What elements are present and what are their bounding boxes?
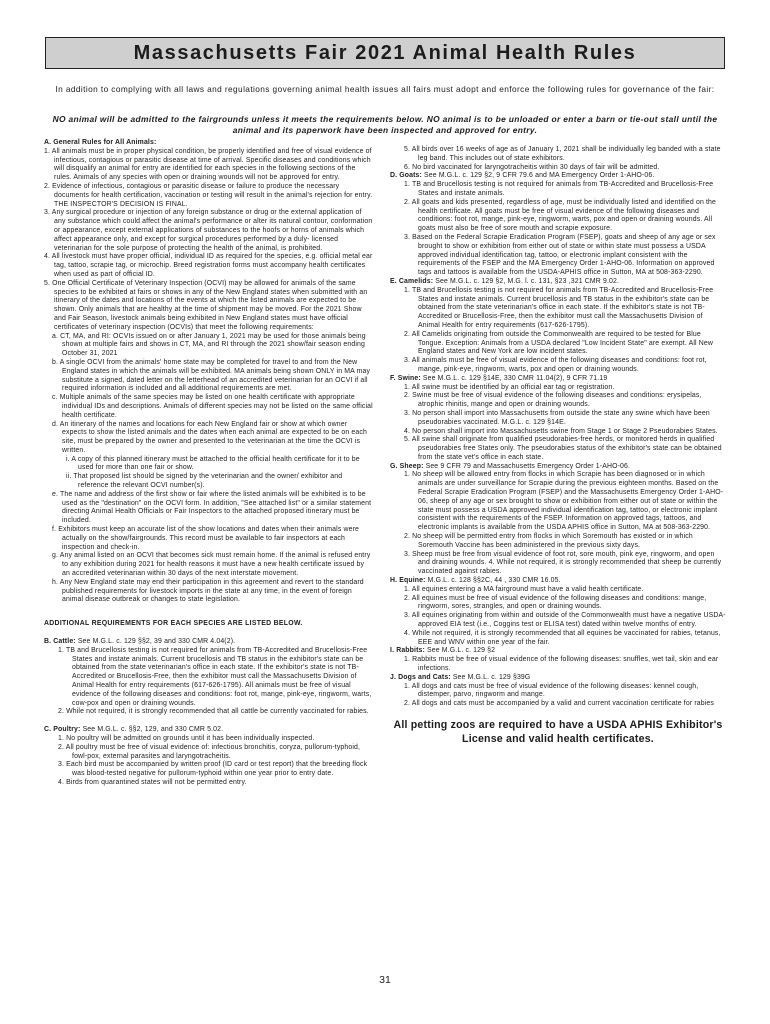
rule-item: 2. All equines must be free of visual evidence of the following diseases and conditions: mange, ringworm, sores, strangles, and open or draining wounds. xyxy=(404,594,707,611)
rule-item: 1. TB and Brucellosis testing is not required for animals from TB-Accredited and Brucellosis-Free States and instate animals. xyxy=(404,181,714,197)
rule-item: 5. One Official Certificate of Veterinary Inspection (OCVI) may be allowed for animals of the same species to be exhibited at fairs or shows in any of the New England states when submitted with an itinerary of the dates and locations of the events at which the listed animals are expected to be shown. Only animals that are healthy at the time of shipment may be moved. For the 2021 Show and Fair Season, livestock animals being exhibited in New England states must have official certificates of veterinary inspection (OCVIs) that meet the following requirements: xyxy=(44,279,368,331)
rule-item: 5. All swine shall originate from qualified pseudorabies-free herds, or monitored herds in qualified pseudorabies free States only. The pseudorabies status of the exhibitor's state can be obtained from the state vet's office in each state. xyxy=(404,436,722,461)
poultry-reference: See M.G.L. c. §§2, 129, and 330 CMR 5.02. xyxy=(80,726,224,734)
additional-requirements-heading: ADDITIONAL REQUIREMENTS FOR EACH SPECIES ARE LISTED BELOW. xyxy=(44,620,303,628)
section-heading-goats xyxy=(390,172,726,181)
rule-item: 3. Each bird must be accompanied by written proof (ID card or test report) that the breeding flock was blood-tested negative for pullorum-typhoid within one year prior to entry date. xyxy=(58,761,368,778)
rule-item: 2. All dogs and cats must be accompanied by a valid and current vaccination certificate for rabies xyxy=(404,700,715,708)
rule-item: 1. All swine must be identified by an official ear tag or registration. xyxy=(404,383,615,391)
sheep-label: G. Sheep: xyxy=(390,462,424,470)
camelids-reference: See M.G.L. c. 129 §2, M.G. l. c. 131, §23 ,321 CMR 9.02. xyxy=(433,277,620,285)
cattle-reference: See M.G.L. c. 129 §§2, 39 and 330 CMR 4.04(2). xyxy=(75,638,236,646)
petting-zoo-notice: All petting zoos are required to have a USDA APHIS Exhibitor's License and valid health certificates. xyxy=(393,719,723,745)
rule-item: 4. All livestock must have proper official, individual ID as required for the species, e.g. official metal ear tag, tattoo, scrapie tag, or microchip. Breed registration forms must accompany health certificates when used as part of official ID. xyxy=(44,253,373,278)
rule-item: 5. All birds over 16 weeks of age as of January 1, 2021 shall be individually leg banded with a state leg band. This includes out of state exhibitors. xyxy=(404,146,721,162)
sub-rule-item: a. CT, MA, and RI: OCVIs issued on or after January 1, 2021 may be used for those animals being shown at multiple fairs and shows in CT, MA, and RI through the 2021 show/fair season ending October 31, 2021 xyxy=(52,332,366,358)
rule-item: 1. All animals must be in proper physical condition, be properly identified and free of visual evidence of infectious, contagious or parasitic disease at time of arrival. Specific diseases and conditions which will disqualify an animal for entry are identified for each species in the following sections of the rules. Animals of any species with open or draining wounds will not be approved for entry. xyxy=(44,147,372,182)
rabbits-reference: See M.G.L. c. 129 §2 xyxy=(424,647,496,655)
swine-label: F. Swine: xyxy=(390,374,421,382)
rule-item: 2. No sheep will be permitted entry from flocks in which Soremouth has existed or in which Soremouth Vaccine has been administered in the previous sixty days. xyxy=(404,533,693,549)
rule-item: 1. All dogs and cats must be free of visual evidence of the following diseases: kennel cough, distemper, parvo, ringworm and mange. xyxy=(404,682,699,699)
section-heading-swine xyxy=(390,375,726,384)
sub-sub-rule-item: i. A copy of this planned itinerary must be attached to the official health certificate for it to be used for more than one fair or show. xyxy=(66,455,360,472)
left-column xyxy=(44,139,374,788)
rule-item: 6. No bird vaccinated for laryngotracheitis within 30 days of fair will be admitted. xyxy=(404,163,660,171)
swine-reference: See M.G.L. c. 129 §14E, 330 CMR 11.04(2), 9 CFR 71.19 xyxy=(420,374,608,382)
goats-reference: See M.G.L. c. 129 §2, 9 CFR 79.6 and MA Emergency Order 1-AHO-06. xyxy=(421,172,655,180)
rule-item: 3. All animals must be free of visual evidence of the following diseases and conditions: foot rot, mange, pink-eye, ringworm, warts, pox and open or draining wounds. xyxy=(404,357,707,373)
rule-item: 1. TB and Brucellosis testing is not required for animals from TB-Accredited and Brucellosis-Free States and instate animals. Current brucellosis and TB status in the exhibitor's state can be obtained from the state veterinarian's office in each state. If the exhibitor's state is not TB-Accredited or Brucellosis-Free, then the exhibitor must call the Massachusetts Division of Animal Health for entry requirements (617-626-1795). xyxy=(404,286,714,329)
rule-item: 1. TB and Brucellosis testing is not required for animals from TB-Accredited and Brucellosis-Free States and instate animals. Current brucellosis and TB status in the exhibitor's state can be obtained from the state veterinarian's office in each state. If the exhibitor's state is not TB-Accredited or Brucellosis-Free, then the exhibitor must call the Massachusetts Division of Animal Health for entry requirements (617-626-1795). All animals must be free of visual evidence of the following diseases and conditions: foot rot, mange, pink-eye, ringworm, warts, cow-pox and open or draining wounds. xyxy=(58,646,372,707)
equine-label: H. Equine: xyxy=(390,577,426,585)
camelids-label: E. Camelids: xyxy=(390,277,434,285)
rule-item: 1. No sheep will be allowed entry from flocks in which Scrapie has been diagnosed or in which animals are under surveillance for Scrapie during the previous eighteen months. Based on the Federal Scrapie Eradication Program (FSEP) and the Massachusetts Emergency Order 1-AHO-06, sheep of any age or sex brought to show or exhibition from either out of state or within the state must possess a USDA approved individual identification tag, tattoo, or electronic implant consistent with the requirements of the FSEP. Information on approved tags, tattoos, and electronic implants is available from the USDA APHIS office in Sutton, MA at 508-363-2290. xyxy=(404,471,724,532)
rule-item: 1. No poultry will be admitted on grounds until it has been individually inspected. xyxy=(58,735,315,742)
intro-paragraph: In addition to complying with all laws and regulations governing animal health issues all fairs must adopt and enforce the following rules for governance of the fair: xyxy=(55,84,715,94)
rule-item: 3. Sheep must be free from visual evidence of foot rot, sore mouth, pink eye, ringworm, and open and draining wounds. 4. While not required, it is strongly recommended that sheep be currently vaccinated against rabies. xyxy=(404,550,722,576)
section-heading-equine xyxy=(390,577,726,586)
sheep-reference: See 9 CFR 79 and Massachusetts Emergency Order 1-AHO-06. xyxy=(423,462,631,470)
rule-item: 2. All Camelids originating from outside the Commonwealth are required to be tested for Blue Tongue. Exception: Animals from a USDA declared "Low Incident State" are exempt. All New England states and New York are low incident states. xyxy=(404,330,714,356)
poultry-label: C. Poultry: xyxy=(44,726,81,734)
rule-item: 4. No person shall import into Massachusetts swine from Stage 1 or Stage 2 Pseudorabies States. xyxy=(404,427,718,435)
rule-item: 2. All goats and kids presented, regardless of age, must be individually listed and identified on the health certificate. All goats must be free of visual evidence of the following diseases and conditions: foot rot, mange, pink-eye, ringworm, warts, pox and open or draining wounds. All goats must also be free of sore mouth and scrapie exposure. xyxy=(404,198,717,233)
rule-item: 3. Based on the Federal Scrapie Eradication Program (FSEP), goats and sheep of any age or sex brought to show or exhibition from either out of state or within state must possess a USDA approved individual identification tag, tattoo, or electronic implant consistent with the requirements of the FSEP and the MA Emergency Order 1-AHO-06. Information on approved tags and tattoos is available from the USDA-APHIS office in Sutton, MA at 508-363-2290. xyxy=(404,233,716,277)
rule-item: 1. All equines entering a MA fairground must have a valid health certificate. xyxy=(404,585,644,593)
rule-item: 2. Evidence of infectious, contagious or parasitic disease or failure to produce the necessary documents for health certification, vaccination or testing will result in the animal's rejection for entry. THE INSPECTOR'S DECISION IS FINAL. xyxy=(44,182,373,208)
right-column xyxy=(390,146,726,746)
rule-item: 4. Birds from quarantined states will not be permitted entry. xyxy=(58,778,247,786)
dogs-cats-reference: See M.G.L. c. 129 §39G xyxy=(450,673,531,681)
sub-rule-item: h. Any New England state may end their participation in this agreement and revert to the standard published requirements for livestock imports in the state at any time, in the event of foreign animal disease outbreak or changes to state legislation. xyxy=(52,578,364,604)
section-heading-cattle xyxy=(44,638,374,647)
section-heading-rabbits xyxy=(390,647,726,656)
sub-rule-item: f. Exhibitors must keep an accurate list of the show locations and dates when their animals were actually on the show/fairgrounds. This record must be available to fair inspectors at each inspection and check-in. xyxy=(52,526,360,551)
rule-item: 2. While not required, it is strongly recommended that all cattle be currently vaccinated for rabies. xyxy=(58,708,369,716)
rule-item: 4. While not required, it is strongly recommended that all equines be vaccinated for rabies, tetanus, EEE and WNV within one year of the fair. xyxy=(404,629,721,646)
rule-item: 3. All equines originating from within and outside of the Commonwealth must have a negative USDA-approved EIA test (i.e., Coggins test or ELISA test) dated within twelve months of entry. xyxy=(404,612,726,629)
rule-item: 3. Any surgical procedure or injection of any foreign substance or drug or the external application of any substance which could affect the animal's performance or alter its natural contour, conformation or appearance, except external applications of substances to the hoofs or horns of animals which affect appearance only, and except for surgical procedures performed by a duly- licensed veterinarian for the sole purpose of protecting the health of the animal, is prohibited. xyxy=(44,209,373,252)
goats-label: D. Goats: xyxy=(390,172,422,180)
sub-sub-rule-item: ii. That proposed list should be signed by the veterinarian and the owner/ exhibitor and reference the relevant OCVI number(s). xyxy=(66,473,343,490)
rule-item: 2. Swine must be free of visual evidence of the following diseases and conditions: erysipelas, atrophic rhinitis, mange and open or draining wounds. xyxy=(404,392,702,409)
sub-rule-item: e. The name and address of the first show or fair where the listed animals will be exhibited is to be used as the "destination" on the OCVI form. In addition, "See attached list" or a similar statement directing Animal Health Officials or Fair Inspectors to the attached proposed itinerary must be included. xyxy=(52,490,372,525)
rule-item: 3. No person shall import into Massachusetts from outside the state any swine which have been pseudorabies vaccinated. M.G.L. c. 129 §14E. xyxy=(404,409,710,426)
section-heading-general: A. General Rules for All Animals: xyxy=(44,139,157,146)
page-number: 31 xyxy=(379,974,391,986)
sub-rule-item: c. Multiple animals of the same species may be listed on one health certificate with appropriate individual IDs and descriptions. Animals of different species may not be listed on the same official health certificate. xyxy=(52,394,373,419)
section-heading-poultry xyxy=(44,726,374,735)
sub-rule-item: d. An itinerary of the names and locations for each New England fair or show at which owner expects to show the listed animals and the dates when each animal are expected to be on each site, must be prepared by the owner and presented to the veterinarian at the time the OCVI is written. xyxy=(52,420,367,454)
rule-item: 1. Rabbits must be free of visual evidence of the following diseases: snuffles, wet tail, skin and ear infections. xyxy=(404,656,719,673)
rabbits-label: I. Rabbits: xyxy=(390,647,425,655)
section-heading-sheep xyxy=(390,463,726,472)
equine-reference: M.G.L. c. 128 §§2C, 44 , 330 CMR 16.05. xyxy=(425,577,561,585)
sub-rule-item: b. A single OCVI from the animals' home state may be completed for travel to and from the New England states in which the animals will be exhibited. MA animals being shown ONLY in MA may substitute a signed, dated letter on the letterhead of an accredited veterinarian for an OCVI if all required information is included and all additional requirements are met. xyxy=(52,358,371,393)
cattle-label: B. Cattle: xyxy=(44,638,76,646)
sub-rule-item: g. Any animal listed on an OCVI that becomes sick must remain home. If the animal is refused entry to any exhibition during 2021 for health reasons it must have a new health certificate issued by an accredited veterinarian within 30 days of the next interstate movement. xyxy=(52,552,371,578)
admission-warning: NO animal will be admitted to the fairgrounds unless it meets the requirements below. NO animal is to be unloaded or enter a barn or tie-out stall until the animal and its paperwork have been inspected and approved for entry. xyxy=(52,114,718,135)
dogs-cats-label: J. Dogs and Cats: xyxy=(390,673,451,681)
page-title: Massachusetts Fair 2021 Animal Health Rules xyxy=(45,37,725,69)
rule-item: 2. All poultry must be free of visual evidence of: infectious bronchitis, coryza, pullorum-typhoid, fowl-pox, external parasites and laryngotracheitis. xyxy=(58,743,361,760)
section-heading-camelids xyxy=(390,278,726,287)
section-heading-dogs-cats xyxy=(390,674,726,683)
